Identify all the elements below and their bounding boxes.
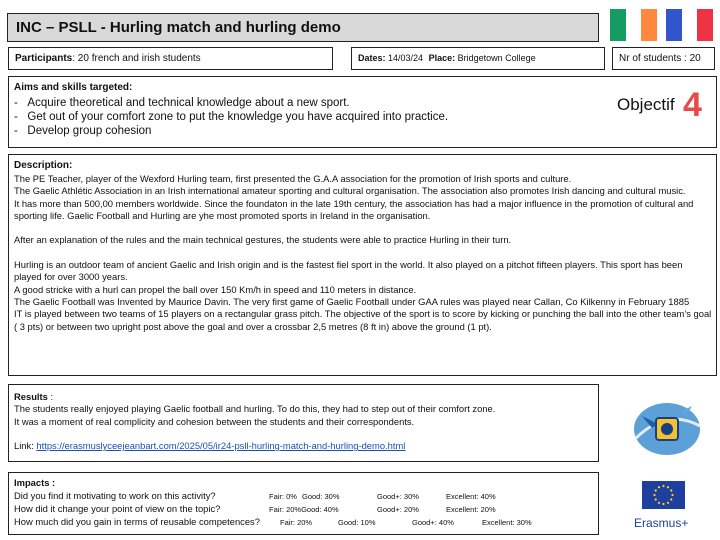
- impact-score: Good: 10%: [338, 518, 376, 527]
- eu-flag-icon: [642, 481, 685, 509]
- objectif-logo-text: Objectif: [617, 95, 675, 114]
- description-paragraph: After an explanation of the rules and the main technical gestures, the students were able to practice Hurling in their turn.: [14, 234, 512, 246]
- dates-value: 14/03/24: [388, 53, 424, 63]
- participants-value: : 20 french and irish students: [72, 53, 201, 64]
- objectif-number: 4: [683, 86, 702, 124]
- impact-score: Good: 30%: [302, 492, 340, 501]
- impact-score: Fair: 20%Good: 40%: [269, 505, 339, 514]
- description-paragraph: The Gaelic Athlétic Association in an Irish international amateur sporting and cultural organisation. The association also promotes Irish dancing and cultural music.: [14, 185, 686, 197]
- results-box: Results : The students really enjoyed playing Gaelic football and hurling. To do this, they had to step out of their comfort zone. It was a moment of real complicity and cohesion between the students and their correspondents. Link: https://erasmuslyceejeanbart.com/2025/05/ir24-psll-hurling-match-and-hurling-demo.html: [8, 384, 599, 462]
- ireland-flag-icon: [610, 9, 657, 41]
- impact-score: Excellent: 30%: [482, 518, 532, 527]
- dates-box: [351, 47, 605, 70]
- nr-students-box: [612, 47, 715, 70]
- impact-score: Good+: 20%: [377, 505, 419, 514]
- impact-score: Excellent: 40%: [446, 492, 496, 501]
- description-paragraph: It has more than 500,00 members worldwide. Since the foundaton in the late 19th century, the association has had a major influence in the promotion of cultural and sporting life. Gaelic Football and Hurling are yhe most promoted sports in Ireland in the organisation.: [14, 197, 694, 221]
- impact-question: How much did you gain in terms of reusable competences?: [14, 516, 260, 527]
- aims-item: - Get out of your comfort zone to put the knowledge you have acquired into practice.: [14, 111, 449, 123]
- project-globe-logo-icon: [628, 398, 706, 460]
- place-label: Place:: [428, 53, 456, 63]
- description-heading: Description:: [14, 160, 73, 171]
- results-line: It was a moment of real complicity and cohesion between the students and their correspondents.: [14, 415, 415, 427]
- aims-box: [8, 76, 717, 148]
- impact-score: Fair: 0%: [269, 492, 297, 501]
- description-paragraph: The PE Teacher, player of the Wexford Hurling team, first presented the G.A.A association for the promotion of Irish sports and culture.: [14, 173, 572, 184]
- impact-score: Fair: 20%: [280, 518, 313, 527]
- impact-score: Excellent: 20%: [446, 505, 496, 514]
- place-value: Bridgetown College: [457, 53, 536, 63]
- impacts-heading: Impacts :: [14, 477, 56, 488]
- description-box: [8, 154, 717, 376]
- description-paragraph: A good stricke with a hurl can propel the ball over 150 Km/h in speed and 110 meters in distance.: [14, 283, 417, 295]
- description-paragraph: Hurling is an outdoor team of ancient Gaelic and Irish origin and is the fastest fiel sport in the world. It also played on a pitchot fifteen players. This sport has been played for over 3000 years.: [14, 259, 683, 283]
- title-bar: [7, 13, 599, 42]
- link-label: Link:: [14, 440, 37, 452]
- description-text: [14, 173, 712, 333]
- france-flag-icon: [666, 9, 713, 41]
- aims-heading: Aims and skills targeted:: [14, 82, 133, 93]
- participants-label: Participants: [15, 53, 73, 64]
- impact-question: How did it change your point of view on the topic?: [14, 503, 221, 514]
- results-link[interactable]: https://erasmuslyceejeanbart.com/2025/05/ir24-psll-hurling-match-and-hurling-demo.html: [36, 440, 406, 452]
- erasmus-logo-text: Erasmus+: [634, 516, 689, 530]
- participants-box: [8, 47, 333, 70]
- description-paragraph: IT is played between two teams of 15 players on a rectangular grass pitch. The objective of the sport is to score by kicking or punching the ball into the other team’s goal ( 3 pts) or between two upright post above the goal and over a crossbar 2,5 metres (8 ft in) above the ground (1 pt).: [14, 308, 712, 332]
- dates-label: Dates:: [358, 53, 386, 63]
- aims-list: [14, 96, 448, 138]
- nr-students: Nr of students : 20: [619, 53, 701, 64]
- page-title: INC – PSLL - Hurling match and hurling demo: [16, 19, 341, 36]
- aims-item: - Acquire theoretical and technical knowledge about a new sport.: [14, 97, 350, 109]
- aims-item: - Develop group cohesion: [14, 125, 152, 137]
- impacts-box: [8, 472, 599, 535]
- impact-score: Good+: 40%: [412, 518, 454, 527]
- impact-score: Good+: 30%: [377, 492, 419, 501]
- results-heading: Results: [14, 391, 48, 402]
- description-paragraph: The Gaelic Football was Invented by Maurice Davin. The very first game of Gaelic Football under GAA rules was played near Callan, Co Kilkenny in February 1885: [14, 295, 690, 307]
- results-line: The students really enjoyed playing Gaelic football and hurling. To do this, they had to step out of their comfort zone.: [14, 403, 496, 415]
- impact-question: Did you find it motivating to work on this activity?: [14, 490, 216, 501]
